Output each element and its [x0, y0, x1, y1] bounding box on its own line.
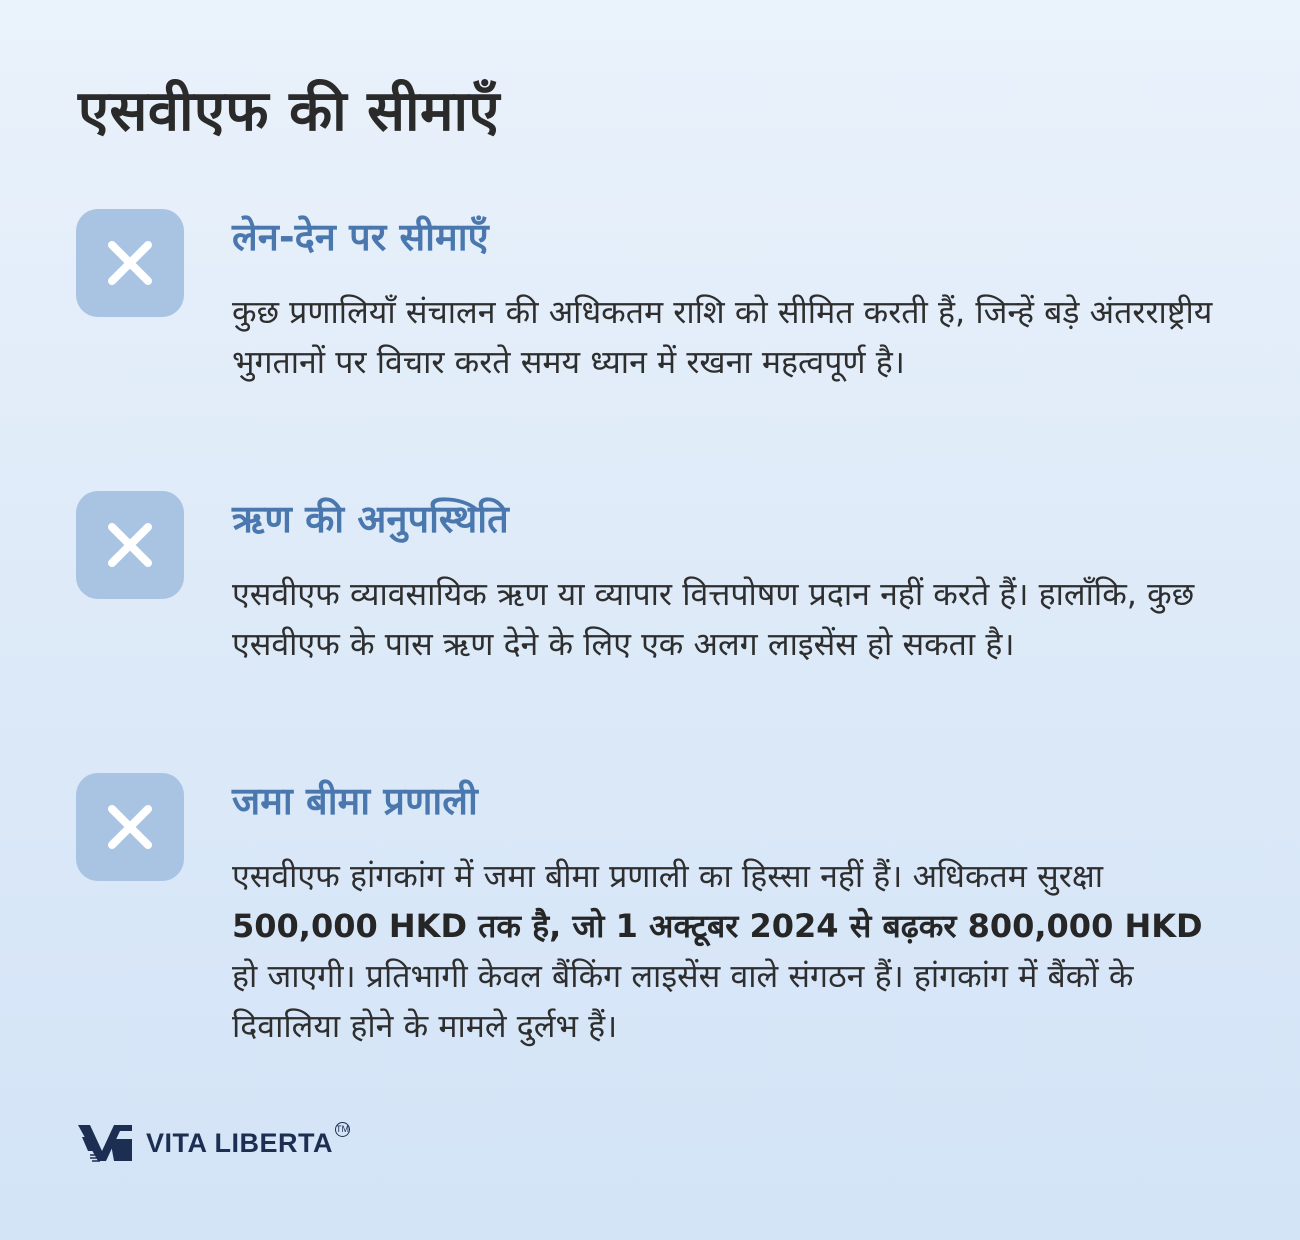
item-body-text: कुछ प्रणालियाँ संचालन की अधिकतम राशि को सीमित करती हैं, जिन्हें बड़े अंतरराष्ट्रीय भुगतानों पर विचार करते समय ध्यान में रखना महत्वपूर्ण है।: [232, 293, 1213, 381]
close-icon: [76, 209, 184, 317]
close-icon: [76, 773, 184, 881]
vita-liberta-logo: [76, 1120, 350, 1166]
close-icon: [76, 491, 184, 599]
logo-trademark: TM: [335, 1122, 350, 1137]
vita-liberta-logo-icon: [76, 1121, 134, 1165]
item-body-text: एसवीएफ हांगकांग में जमा बीमा प्रणाली का हिस्सा नहीं हैं। अधिकतम सुरक्षा: [232, 857, 1104, 895]
item-heading: ऋण की अनुपस्थिति: [232, 497, 509, 541]
item-body-bold-text: 500,000 HKD तक है, जो 1 अक्टूबर 2024 से बढ़कर 800,000 HKD: [232, 907, 1203, 945]
item-heading: लेन-देन पर सीमाएँ: [232, 215, 489, 259]
item-body: [232, 851, 1237, 1051]
item-heading: जमा बीमा प्रणाली: [232, 779, 478, 823]
page-title: एसवीएफ की सीमाएँ: [78, 79, 500, 144]
logo-text: VITA LIBERTA: [146, 1127, 333, 1158]
item-body-text: एसवीएफ व्यावसायिक ऋण या व्यापार वित्तपोषण प्रदान नहीं करते हैं। हालाँकि, कुछ एसवीएफ के पास ऋण देने के लिए एक अलग लाइसेंस हो सकता है।: [232, 575, 1195, 663]
item-body: [232, 287, 1237, 387]
item-body: [232, 569, 1237, 669]
item-body-text: हो जाएगी। प्रतिभागी केवल बैंकिंग लाइसेंस वाले संगठन हैं। हांगकांग में बैंकों के दिवालिया होने के मामले दुर्लभ हैं।: [232, 957, 1134, 1045]
